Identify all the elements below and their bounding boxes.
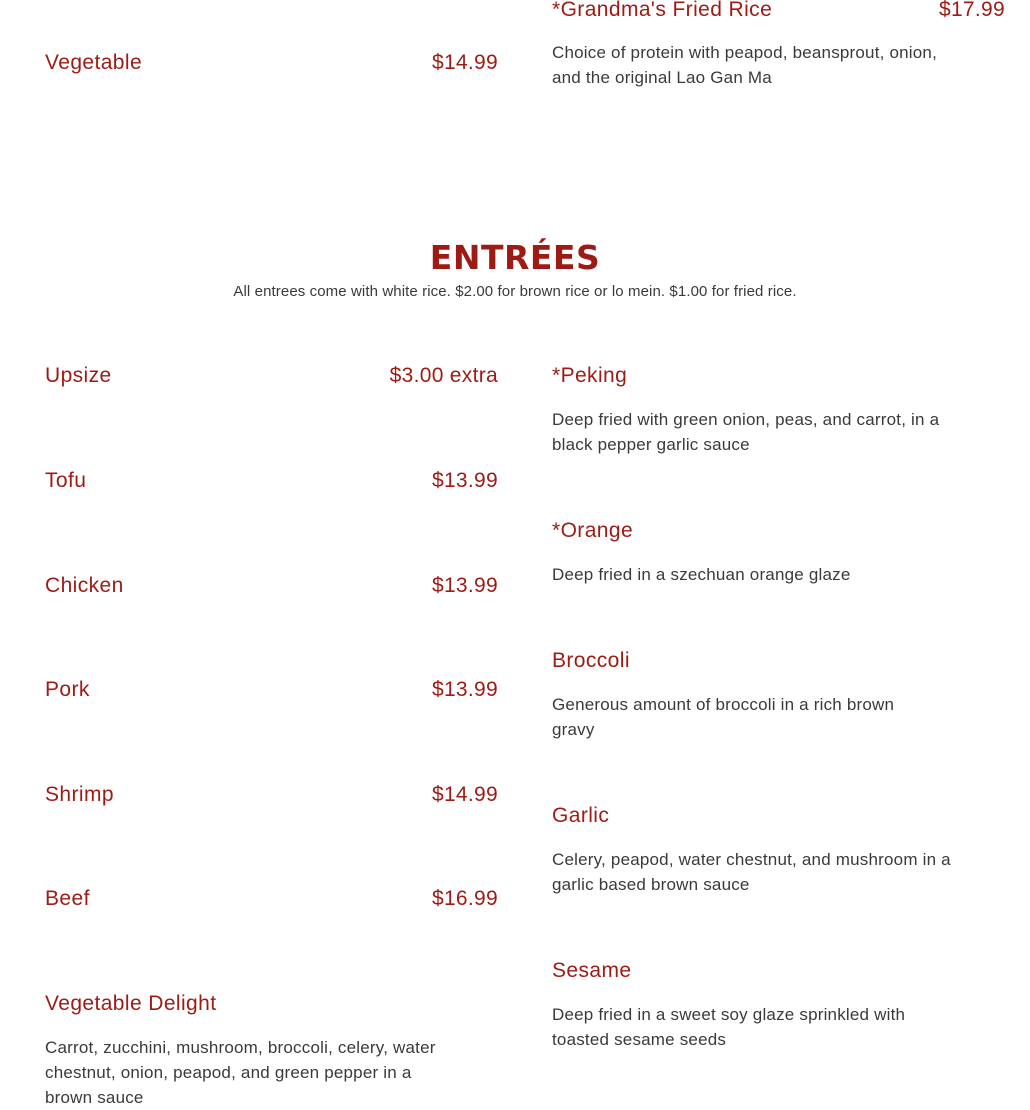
section-subtitle: All entrees come with white rice. $2.00 for brown rice or lo mein. $1.00 for fried rice. xyxy=(233,283,797,300)
menu-item-name: Broccoli xyxy=(552,649,630,672)
menu-item-name: Vegetable Delight xyxy=(45,992,217,1015)
menu-item-description: Deep fried in a szechuan orange glaze xyxy=(552,565,851,584)
menu-item-description: Deep fried in a sweet soy glaze sprinkled with toasted sesame seeds xyxy=(552,1005,906,1049)
menu-item-price: $13.99 xyxy=(431,678,498,701)
menu-item-price: $13.99 xyxy=(431,469,498,492)
section-title: ENTRÉES xyxy=(429,238,601,277)
menu-item-name: Upsize xyxy=(45,364,112,387)
menu-item-price: $16.99 xyxy=(431,887,498,910)
menu-item-name: *Peking xyxy=(552,364,628,387)
menu-item-name: Tofu xyxy=(45,469,87,492)
menu-item-name: *Orange xyxy=(552,519,634,542)
menu-item-price: $14.99 xyxy=(431,783,498,806)
menu-item-name: Shrimp xyxy=(45,783,114,806)
menu-item-name: Beef xyxy=(45,887,90,910)
menu-item-description: Choice of protein with peapod, beansprout, onion, and the original Lao Gan Ma xyxy=(552,43,938,87)
menu-item-description: Generous amount of broccoli in a rich brown gravy xyxy=(552,695,895,739)
menu-item-description: Celery, peapod, water chestnut, and mushroom in a garlic based brown sauce xyxy=(552,850,951,894)
menu-item-name: Pork xyxy=(45,678,90,701)
menu-item-price: $17.99 xyxy=(938,0,1005,21)
menu-item-price: $14.99 xyxy=(431,51,498,74)
menu-item-name: Sesame xyxy=(552,959,632,982)
menu-item-name: Vegetable xyxy=(45,51,143,74)
menu-item-name: *Grandma's Fried Rice xyxy=(552,0,773,21)
menu-item-description: Deep fried with green onion, peas, and carrot, in a black pepper garlic sauce xyxy=(552,410,940,454)
menu-item-description: Carrot, zucchini, mushroom, broccoli, celery, water chestnut, onion, peapod, and green pepper in a brown sauce xyxy=(45,1038,436,1107)
menu-item-price: $13.99 xyxy=(431,574,498,597)
menu-item-price: $3.00 extra xyxy=(389,364,498,387)
menu-item-name: Chicken xyxy=(45,574,124,597)
menu-item-name: Garlic xyxy=(552,804,610,827)
